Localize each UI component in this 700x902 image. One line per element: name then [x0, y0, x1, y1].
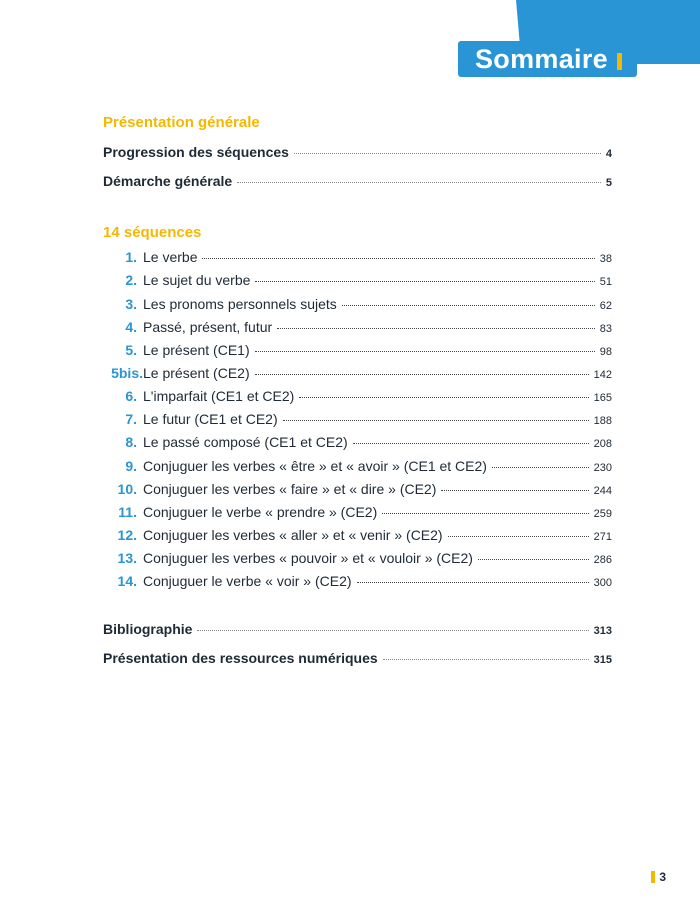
- sequence-number: 4.: [125, 319, 137, 335]
- sequence-page: 51: [599, 276, 612, 288]
- sequence-page: 244: [593, 485, 612, 497]
- sequence-number: 5bis.: [111, 365, 143, 381]
- sequence-label: Le présent (CE2): [143, 365, 250, 381]
- dot-leader: [202, 258, 594, 259]
- dot-leader: [478, 559, 589, 560]
- sequence-page: 142: [593, 369, 612, 381]
- sequence-number: 2.: [125, 272, 137, 288]
- sequence-number: 1.: [125, 249, 137, 265]
- sequence-label: Les pronoms personnels sujets: [143, 296, 337, 312]
- sequence-label: Conjuguer les verbes « faire » et « dire » (CE2): [143, 481, 437, 497]
- toc-entry-label: Progression des séquences: [103, 144, 289, 160]
- sequence-page: 98: [599, 346, 612, 358]
- sequence-page: 230: [593, 462, 612, 474]
- sequence-label: Le futur (CE1 et CE2): [143, 411, 278, 427]
- sequence-label: Le passé composé (CE1 et CE2): [143, 434, 348, 450]
- dot-leader: [441, 490, 588, 491]
- dot-leader: [255, 374, 589, 375]
- sequence-page: 271: [593, 531, 612, 543]
- dot-leader: [357, 582, 589, 583]
- page-footer: [651, 870, 666, 884]
- sequence-label: Le verbe: [143, 249, 198, 265]
- toc-entry-page: 313: [593, 625, 612, 637]
- toc-entry[interactable]: [103, 144, 612, 164]
- toc-entry-label: Bibliographie: [103, 621, 193, 637]
- sequence-entry[interactable]: [103, 504, 612, 524]
- sequence-entry[interactable]: [103, 481, 612, 501]
- sequence-entry[interactable]: [103, 550, 612, 570]
- sequence-entry[interactable]: [103, 458, 612, 478]
- page-number: 3: [659, 870, 666, 884]
- sequence-entry[interactable]: [103, 527, 612, 547]
- section-heading-sequences: 14 séquences: [103, 224, 202, 241]
- dot-leader: [277, 328, 595, 329]
- sequence-entry[interactable]: [103, 434, 612, 454]
- sequence-entry[interactable]: [103, 249, 612, 269]
- dot-leader: [283, 420, 589, 421]
- dot-leader: [237, 182, 601, 183]
- sequence-label: Le présent (CE1): [143, 342, 250, 358]
- dot-leader: [299, 397, 588, 398]
- sequence-page: 300: [593, 577, 612, 589]
- sequence-number: 7.: [125, 411, 137, 427]
- dot-leader: [255, 281, 594, 282]
- toc-entry-label: Présentation des ressources numériques: [103, 650, 378, 666]
- sequence-label: Conjuguer le verbe « voir » (CE2): [143, 573, 352, 589]
- dot-leader: [492, 467, 589, 468]
- sequence-label: Conjuguer les verbes « aller » et « venir » (CE2): [143, 527, 443, 543]
- sequence-label: Conjuguer le verbe « prendre » (CE2): [143, 504, 378, 520]
- footer-accent-bar: [651, 871, 655, 883]
- sequence-entry[interactable]: [103, 411, 612, 431]
- sequence-page: 165: [593, 392, 612, 404]
- dot-leader: [197, 630, 588, 631]
- dot-leader: [353, 443, 589, 444]
- toc-entry-page: 5: [605, 177, 612, 189]
- sequence-page: 259: [593, 508, 612, 520]
- toc-entry-page: 315: [593, 654, 612, 666]
- sequence-entry[interactable]: [103, 296, 612, 316]
- sequence-number: 6.: [125, 388, 137, 404]
- sequence-page: 188: [593, 415, 612, 427]
- sequence-entry[interactable]: [103, 342, 612, 362]
- sequence-page: 62: [599, 300, 612, 312]
- sequence-number: 3.: [125, 296, 137, 312]
- dot-leader: [448, 536, 589, 537]
- sequence-label: Conjuguer les verbes « être » et « avoir » (CE1 et CE2): [143, 458, 487, 474]
- sequence-entry[interactable]: [103, 272, 612, 292]
- sequence-label: L'imparfait (CE1 et CE2): [143, 388, 295, 404]
- dot-leader: [383, 659, 589, 660]
- sequence-page: 208: [593, 438, 612, 450]
- sequence-number: 13.: [117, 550, 137, 566]
- dot-leader: [255, 351, 595, 352]
- sequence-label: Passé, présent, futur: [143, 319, 273, 335]
- toc-entry-label: Démarche générale: [103, 173, 233, 189]
- sequence-number: 14.: [117, 573, 137, 589]
- title-accent-bar: [617, 53, 622, 70]
- dot-leader: [294, 153, 601, 154]
- toc-entry[interactable]: [103, 621, 612, 641]
- sequence-number: 9.: [125, 458, 137, 474]
- title-banner: [458, 41, 637, 77]
- sequence-number: 12.: [117, 527, 137, 543]
- sequence-page: 38: [599, 253, 612, 265]
- page-title: Sommaire: [475, 43, 608, 74]
- sequence-number: 11.: [118, 504, 137, 520]
- sequence-page: 286: [593, 554, 612, 566]
- sequence-label: Conjuguer les verbes « pouvoir » et « vouloir » (CE2): [143, 550, 473, 566]
- dot-leader: [342, 305, 595, 306]
- section-heading-general: Présentation générale: [103, 114, 260, 131]
- sequence-entry[interactable]: [103, 573, 612, 593]
- sequence-label: Le sujet du verbe: [143, 272, 251, 288]
- sequence-entry[interactable]: [103, 388, 612, 408]
- toc-entry-page: 4: [605, 148, 612, 160]
- toc-entry[interactable]: [103, 173, 612, 193]
- sequence-number: 5.: [125, 342, 137, 358]
- sequence-number: 10.: [117, 481, 137, 497]
- toc-entry[interactable]: [103, 650, 612, 670]
- sequence-entry[interactable]: [103, 319, 612, 339]
- sequence-entry[interactable]: [103, 365, 612, 385]
- sequence-page: 83: [599, 323, 612, 335]
- sequence-number: 8.: [125, 434, 137, 450]
- dot-leader: [382, 513, 588, 514]
